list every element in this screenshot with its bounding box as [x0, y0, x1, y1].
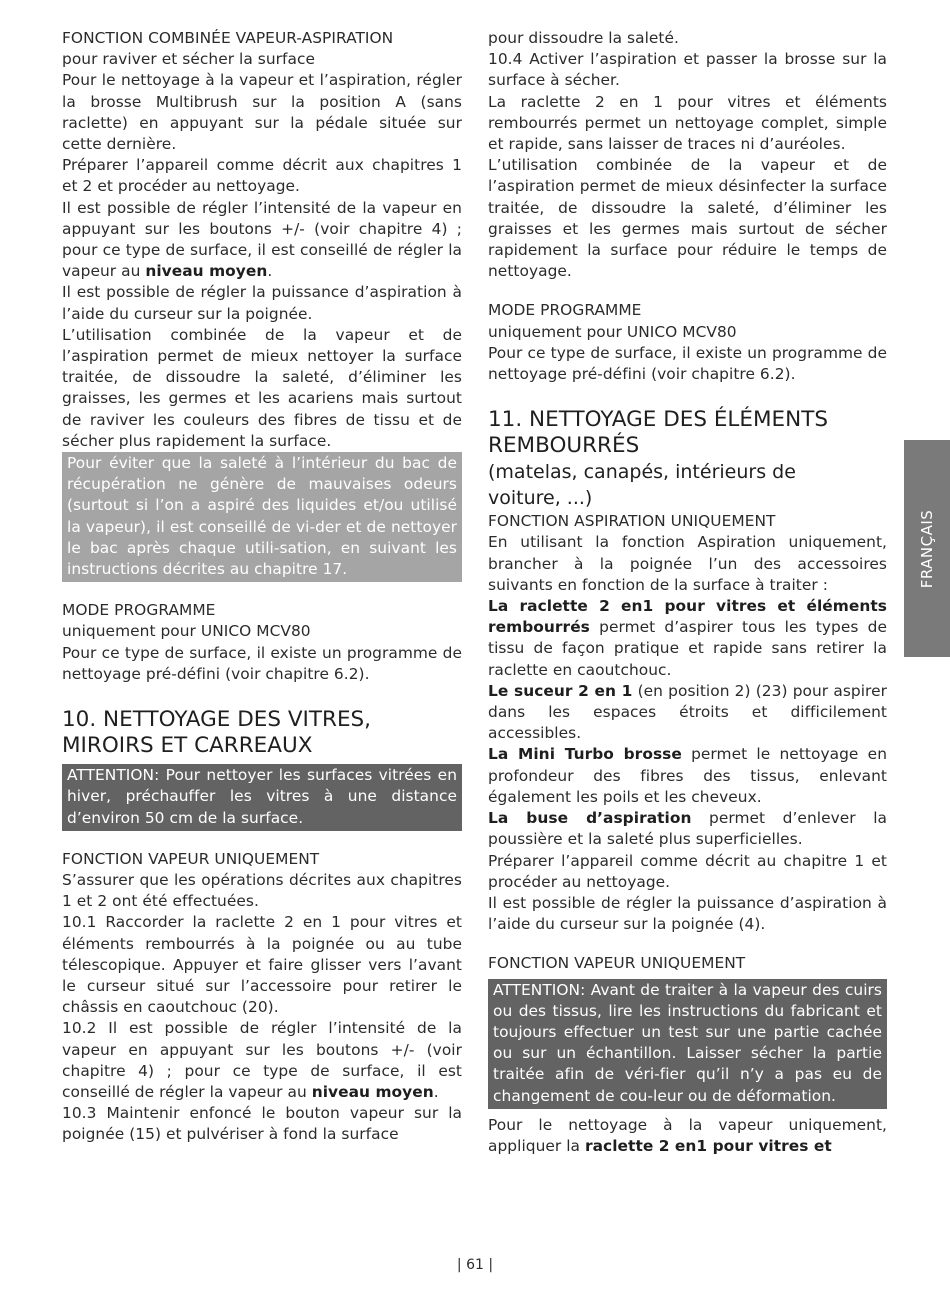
- chapter-title: REMBOURRÉS: [488, 433, 640, 459]
- bold-text: niveau moyen: [311, 1082, 434, 1101]
- section-title: FONCTION VAPEUR UNIQUEMENT: [488, 954, 746, 973]
- bold-text: La Mini Turbo brosse: [488, 745, 682, 764]
- page-number-value: 61: [466, 1257, 484, 1273]
- page-number: [0, 1257, 950, 1273]
- note-box: Pour éviter que la saleté à l’intérieur du bac de récupération ne génère de mauvaises odeurs (surtout si l’on a aspiré des liquides et/ou utilisé la vapeur), il est conseillé de vi-der et de nettoyer le bac après chaque utili-sation, en suivant les instructions décrites au chapitre 17.: [62, 452, 462, 582]
- bold-text: La buse d’aspiration: [488, 809, 692, 828]
- section-title: FONCTION VAPEUR UNIQUEMENT: [62, 849, 320, 868]
- text: (en position 2) (23) pour aspirer dans les espaces étroits et difficilement accessibles.: [488, 681, 887, 743]
- chapter-title: MIROIRS ET CARREAUX: [62, 733, 313, 759]
- text: Il est possible de régler l’intensité de la vapeur en appuyant sur les boutons +/- (voir chapitre 4) ; pour ce type de surface, il est conseillé de régler la vapeur au: [62, 198, 462, 281]
- section-subtitle: uniquement pour UNICO MCV80: [62, 622, 311, 641]
- bold-text: niveau moyen: [145, 262, 268, 281]
- text: permet d’aspirer tous les types de tissu de façon pratique et rapide sans retirer la raclette en caoutchouc.: [488, 618, 887, 679]
- chapter-subtitle: voiture, ...): [488, 487, 593, 510]
- paragraph: [62, 198, 462, 283]
- paragraph: pour dissoudre la saleté.: [488, 29, 679, 47]
- paragraph: [488, 744, 887, 808]
- text: permet le nettoyage en profondeur des fibres des tissus, enlevant également les poils et les cheveux.: [488, 745, 887, 806]
- spacer: [62, 685, 462, 707]
- spacer: [488, 385, 887, 407]
- paragraph: Il est possible de régler la puissance d’aspiration à l’aide du curseur sur la poignée (4).: [488, 893, 887, 934]
- paragraph: 10.3 Maintenir enfoncé le bouton vapeur sur la poignée (15) et pulvériser à fond la surface: [62, 1104, 462, 1144]
- paragraph: [488, 596, 887, 681]
- section-title: FONCTION ASPIRATION UNIQUEMENT: [488, 512, 776, 531]
- page-number-bar-left: |: [456, 1257, 467, 1273]
- section-title: MODE PROGRAMME: [62, 601, 216, 620]
- paragraph: S’assurer que les opérations décrites aux chapitres 1 et 2 ont été effectuées.: [62, 870, 462, 911]
- bold-text: raclette 2 en1 pour vitres et: [584, 1136, 832, 1155]
- paragraph: Préparer l’appareil comme décrit au chapitre 1 et procéder au nettoyage.: [488, 851, 887, 891]
- bold-text: La raclette 2 en1 pour vitres et éléments rembourrés: [488, 597, 887, 637]
- paragraph: Il est possible de régler la puissance d’aspiration à l’aide du curseur sur la poignée.: [62, 283, 462, 323]
- spacer: [488, 935, 887, 953]
- paragraph: [488, 808, 887, 850]
- section-subtitle: pour raviver et sécher la surface: [62, 50, 316, 69]
- warning-box: ATTENTION: Avant de traiter à la vapeur des cuirs ou des tissus, lire les instructions du fabricant et toujours effectuer un test sur une partie cachée ou sur un échantillon. Laisser sécher la partie traitée afin de véri-fier qu’il n’y a pas eu de changement de cou-leur ou de déformation.: [488, 979, 887, 1109]
- section-subtitle: uniquement pour UNICO MCV80: [488, 322, 737, 341]
- paragraph: Pour ce type de surface, il existe un programme de nettoyage pré-défini (voir chapitre 6.2).: [488, 343, 887, 384]
- spacer: [488, 282, 887, 300]
- paragraph: Pour ce type de surface, il existe un programme de nettoyage pré-défini (voir chapitre 6.2).: [62, 643, 462, 683]
- section-title: MODE PROGRAMME: [488, 301, 642, 320]
- paragraph: 10.1 Raccorder la raclette 2 en 1 pour vitres et éléments rembourrés à la poignée ou au tube télescopique. Appuyer et faire glisser vers l’avant le curseur situé sur l’accessoire pour retirer le châssis en caoutchouc (20).: [62, 913, 462, 1017]
- text: permet d’enlever la poussière et la saleté plus superficielles.: [488, 809, 887, 849]
- chapter-title: 10. NETTOYAGE DES VITRES,: [62, 707, 372, 733]
- paragraph: 10.4 Activer l’aspiration et passer la brosse sur la surface à sécher.: [488, 50, 887, 90]
- text: .: [267, 262, 273, 281]
- paragraph: Pour le nettoyage à la vapeur et l’aspiration, régler la brosse Multibrush sur la position A (sans raclette) en appuyant sur la pédale située sur cette dernière.: [62, 71, 462, 154]
- text: .: [433, 1082, 439, 1101]
- chapter-title: 11. NETTOYAGE DES ÉLÉMENTS: [488, 407, 828, 433]
- paragraph: [62, 1018, 462, 1103]
- paragraph: Préparer l’appareil comme décrit aux chapitres 1 et 2 et procéder au nettoyage.: [62, 156, 462, 196]
- bold-text: Le suceur 2 en 1: [488, 681, 633, 700]
- chapter-subtitle: (matelas, canapés, intérieurs de: [488, 461, 796, 484]
- paragraph: [488, 681, 887, 745]
- language-tab: [904, 440, 950, 657]
- text: 10.2 Il est possible de régler l’intensité de la vapeur en appuyant sur les boutons +/- (voir chapitre 4) ; pour ce type de surface, il est conseillé de régler la vapeur au: [62, 1019, 462, 1101]
- paragraph: L’utilisation combinée de la vapeur et de l’aspiration permet de mieux désinfecter la surface traitée, de dissoudre la saleté, d’éliminer les graisses et les germes mais surtout de sécher rapidement la surface pour réduire le temps de nettoyage.: [488, 156, 887, 281]
- paragraph: [488, 1115, 887, 1157]
- right-column: [488, 28, 887, 1157]
- paragraph: L’utilisation combinée de la vapeur et de l’aspiration permet de mieux nettoyer la surface traitée, de dissoudre la saleté, d’éliminer les graisses, les germes et les acariens mais surtout de raviver les couleurs des fibres de tissu et de sécher plus rapidement la surface.: [62, 325, 462, 450]
- section-title: FONCTION COMBINÉE VAPEUR-ASPIRATION: [62, 29, 394, 47]
- spacer: [62, 831, 462, 849]
- paragraph: En utilisant la fonction Aspiration uniquement, brancher à la poignée l’un des accessoires suivants en fonction de la surface à traiter :: [488, 533, 887, 594]
- warning-box: ATTENTION: Pour nettoyer les surfaces vitrées en hiver, préchauffer les vitres à une distance d’environ 50 cm de la surface.: [62, 764, 462, 831]
- page-number-bar-right: |: [483, 1257, 494, 1273]
- language-tab-label: FRANÇAIS: [918, 509, 936, 588]
- spacer: [62, 582, 462, 600]
- paragraph: La raclette 2 en 1 pour vitres et éléments rembourrés permet un nettoyage complet, simple et rapide, sans laisser de traces ni d’auréoles.: [488, 92, 887, 154]
- text: Pour le nettoyage à la vapeur uniquement, appliquer la: [488, 1115, 887, 1155]
- left-column: [62, 28, 462, 1146]
